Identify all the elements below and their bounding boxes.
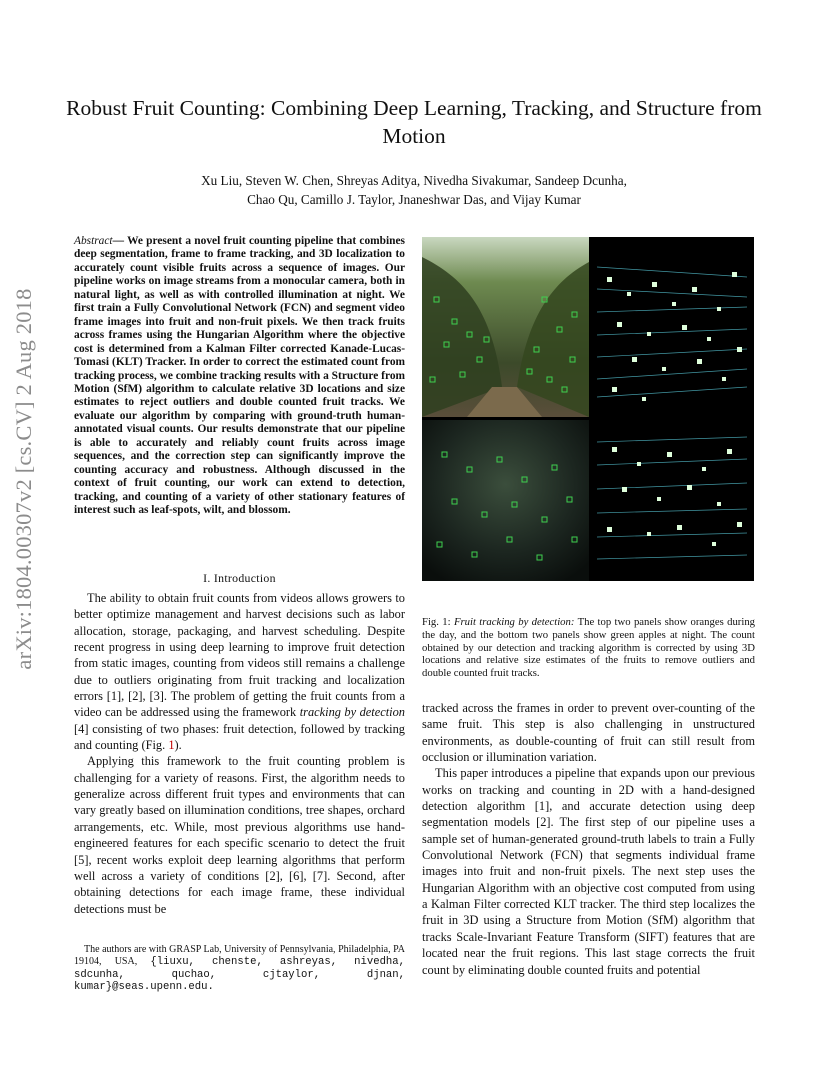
figure-title: Fruit tracking by detection: xyxy=(453,616,575,628)
abstract-label: Abstract xyxy=(74,235,113,247)
panel-night-tracks xyxy=(592,420,754,581)
authors-line-1: Xu Liu, Steven W. Chen, Shreyas Aditya, Nivedha Sivakumar, Sandeep Dcunha, xyxy=(201,173,627,188)
figure-caption-text: The top two panels show oranges during the day, and the bottom two panels show green apples at night. The count obtained by our detection and tracking algorithm is corrected by using 3D locations and relative size estimates of the fruits to remove outliers and double counted fruit tracks. xyxy=(422,616,756,680)
figure-caption xyxy=(422,616,755,680)
paper-title: Robust Fruit Counting: Combining Deep Learning, Tracking, and Structure from Motion xyxy=(66,96,762,148)
footnote-emails: {liuxu, chenste, ashreyas, nivedha, sdcunha, quchao, cjtaylor, djnan, kumar}@seas.upenn.edu. xyxy=(74,956,405,993)
author-list xyxy=(80,171,748,209)
abstract-text: — We present a novel fruit counting pipeline that combines deep segmentation, frame to frame tracking, and 3D localization to accurately count visible fruits across a sequence of images. Our pipeline works on image streams from a monocular camera, both in natural light, as well as with controlled illumination at night. We first train a Fully Convolutional Network (FCN) and segment video frame images into fruit and non-fruit pixels. We then track fruits across frames using the Hungarian Algorithm where the objective cost is determined from a Kalman Filter corrected Kanade-Lucas-Tomasi (KLT) Tracker. In order to correct the estimated count from tracking process, we combine tracking results with a Structure from Motion (SfM) algorithm to calculate relative 3D locations and size estimates to reject outliers and double counted fruit tracks. We evaluate our algorithm by comparing with ground-truth human-annotated visual counts. Our results demonstrate that our pipeline is able to accurately and reliably count fruits across image sequences, and the correction step can significantly improve the counting accuracy and robustness. Although discussed in the context of fruit counting, our work can extend to detection, tracking, and counting of a variety of other stationary features of interest such as leaf-spots, wilt, and blossom. xyxy=(74,235,405,517)
panel-day-tracks xyxy=(592,237,754,417)
intro-p1-text-c: ). xyxy=(174,738,182,753)
right-column-text xyxy=(422,700,755,978)
intro-text xyxy=(74,590,405,917)
right-paragraph-continued: tracked across the frames in order to prevent over-counting of the same fruit. This step is also challenging in unstructured environments, as double-counting of fruit can still result from occlusion or illumination variation. xyxy=(422,701,755,765)
intro-paragraph-2: Applying this framework to the fruit counting problem is challenging for a variety of reasons. First, the algorithm needs to generalize across different fruit types and environments that can vary greatly based on illumination conditions, tree shapes, orchard arrangements, etc. While, most previous algorithms use hand-engineered features for each specific scenario to detect the fruit [5], recent works exploit deep learning algorithms that perform well across a variety of conditions [2], [6], [7]. Second, after obtaining detections for each image frame, these individual detections must be xyxy=(74,754,405,916)
figure-1-image xyxy=(422,237,754,581)
panel-night-apples xyxy=(422,420,589,581)
right-paragraph-1: This paper introduces a pipeline that expands upon our previous works on tracking and counting in 2D with a hand-designed detection algorithm [1], and accurate detection using deep segmentation models [2]. The first step of our pipeline uses a sample set of human-generated ground-truth labels to train a Fully Convolutional Network (FCN) that segments individual frame images into fruit and non-fruit pixels. The next step uses the Hungarian Algorithm with an objective cost computed from using a Kalman Filter corrected KLT tracker. The third step localizes the fruit in 3D using a Structure from Motion (SfM) algorithm that tracks Scale-Invariant Feature Transform (SIFT) features that are located near the fruit regions. This last stage corrects the fruit count by eliminating double counted fruits and potential xyxy=(422,766,755,977)
panel-day-oranges xyxy=(422,237,589,417)
arxiv-sidebar xyxy=(7,286,41,672)
footnote-affiliation: The authors are with GRASP Lab, University of Pennsylvania, Philadelphia, PA 19104, USA, xyxy=(74,944,405,968)
intro-paragraph-1 xyxy=(74,590,405,753)
arxiv-identifier: arXiv:1804.00307v2 [cs.CV] 2 Aug 2018 xyxy=(11,288,36,670)
intro-p1-emphasis: tracking by detection xyxy=(299,705,405,720)
figure-reference-link[interactable]: 1 xyxy=(168,738,175,753)
figure-label: Fig. 1: xyxy=(422,616,454,628)
footnote xyxy=(74,944,405,993)
intro-p1-text-a: The ability to obtain fruit counts from videos allows growers to better optimize management and harvest decisions such as labor allocation, storage, packaging, and harvest scheduling. Despite recent progress in using deep learning to improve fruit detection from static images, counting from videos still remains a challenge due to outliers originating from fruit tracking and localization errors [1], [2], [3]. The problem of getting the fruit counts from a video can be addressed using the framework xyxy=(74,591,405,720)
abstract xyxy=(74,235,405,518)
section-heading: I. Introduction xyxy=(203,571,276,585)
intro-p1-text-b: [4] consisting of two phases: fruit detection, followed by tracking and counting (Fig. xyxy=(74,721,405,753)
authors-line-2: Chao Qu, Camillo J. Taylor, Jnaneshwar Das, and Vijay Kumar xyxy=(247,192,581,207)
